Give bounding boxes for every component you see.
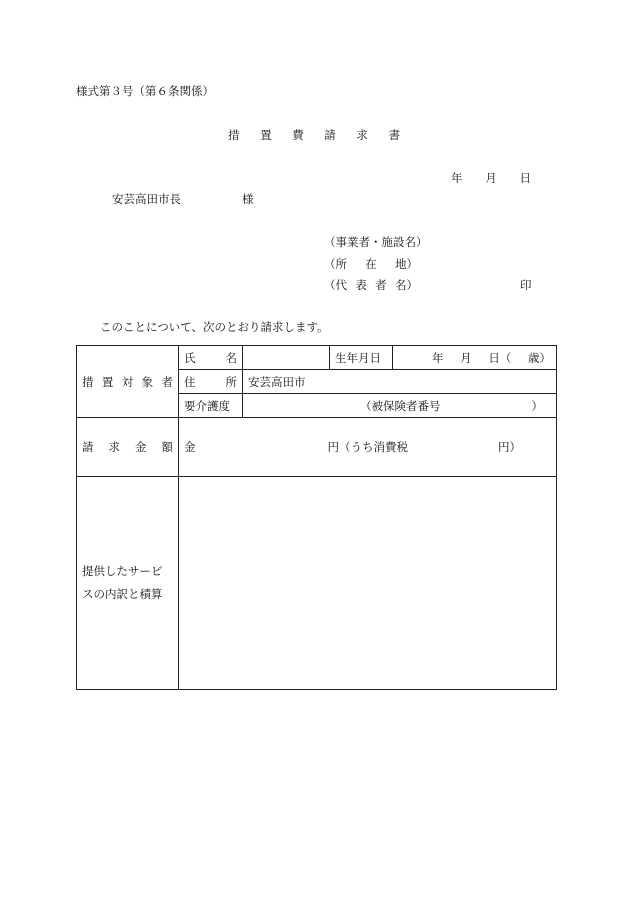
- insured-number: [248, 398, 551, 414]
- birthdate-label: 生年月日: [330, 346, 393, 370]
- service-detail-field[interactable]: [179, 477, 557, 690]
- service-row: [77, 477, 557, 690]
- insured-number-open: （被保険者番号: [360, 398, 441, 413]
- amount-value: [184, 439, 551, 455]
- insured-number-close: ）: [531, 398, 543, 413]
- subject-label-char: 置: [101, 374, 114, 389]
- subject-label: [82, 374, 173, 390]
- title-char: 求: [356, 128, 368, 142]
- claim-table: [76, 345, 557, 690]
- service-label-line: スの内訳と積算: [82, 587, 163, 601]
- table-address-label: [184, 374, 237, 390]
- subject-label-char: 対: [121, 374, 134, 389]
- representative-label-char: （代: [324, 278, 347, 292]
- care-label: 要介護度: [179, 394, 243, 418]
- title-char: 措: [228, 128, 240, 142]
- title-char: 費: [292, 128, 304, 142]
- address-label-char: 地）: [395, 257, 418, 271]
- form-number: 様式第３号（第６条関係）: [76, 84, 214, 98]
- date-year: 年: [451, 171, 463, 185]
- intro-text: このことについて、次のとおり請求します。: [100, 320, 329, 334]
- birthdate-field[interactable]: [393, 346, 557, 370]
- representative-label: [324, 280, 418, 292]
- birthdate-char: 日（: [488, 350, 512, 365]
- birthdate-char: 歳）: [527, 350, 551, 365]
- birthdate-char: 月: [460, 350, 472, 365]
- seal-mark: 印: [520, 278, 532, 292]
- representative-label-char: 名）: [394, 278, 418, 292]
- address-label-char: 在: [365, 257, 377, 271]
- representative-label-char: 表: [355, 278, 367, 292]
- date-line: [451, 173, 531, 185]
- address-label: [324, 259, 418, 271]
- representative-label-char: 者: [375, 278, 387, 292]
- amount-label-char: 求: [108, 440, 120, 454]
- date-day: 日: [519, 171, 531, 185]
- subject-label-char: 措: [82, 374, 94, 389]
- title-char: 書: [388, 128, 400, 142]
- title-char: 請: [324, 128, 336, 142]
- addressee-name: 安芸高田市長: [112, 192, 181, 206]
- amount-prefix: 金: [184, 440, 196, 454]
- name-label-char: 氏: [184, 350, 196, 365]
- amount-tax-close: 円）: [498, 440, 521, 454]
- amount-row: [77, 418, 557, 477]
- table-address-label-cell: [179, 370, 243, 394]
- name-label-cell: [179, 346, 243, 370]
- service-label-cell: [77, 477, 179, 690]
- table-address-label-char: 所: [225, 374, 237, 389]
- name-label-char: 名: [225, 350, 237, 365]
- title-char: 置: [260, 128, 272, 142]
- document-title: [228, 130, 400, 142]
- business-label: （事業者・施設名）: [324, 235, 428, 249]
- amount-label-char: 金: [135, 440, 147, 454]
- name-field[interactable]: [243, 346, 330, 370]
- addressee-honorific: 様: [242, 192, 254, 206]
- amount-label: [82, 439, 173, 455]
- subject-label-char: 者: [161, 374, 173, 389]
- name-label: [184, 350, 237, 366]
- amount-field[interactable]: [179, 418, 557, 477]
- amount-yen-tax: 円（うち消費税: [327, 440, 408, 454]
- amount-label-cell: [77, 418, 179, 477]
- address-label-char: （所: [324, 257, 347, 271]
- service-label: [82, 560, 173, 606]
- subject-label-cell: [77, 346, 179, 418]
- service-label-line: 提供したサービ: [82, 564, 163, 578]
- birthdate-char: 年: [432, 350, 444, 365]
- amount-label-char: 額: [161, 440, 173, 454]
- amount-label-char: 請: [82, 440, 94, 454]
- table-address-field[interactable]: 安芸高田市: [243, 370, 557, 394]
- date-month: 月: [485, 171, 497, 185]
- birthdate-value: [398, 350, 551, 366]
- care-field[interactable]: [243, 394, 557, 418]
- subject-label-char: 象: [141, 374, 154, 389]
- table-address-label-char: 住: [184, 374, 196, 389]
- name-row: [77, 346, 557, 370]
